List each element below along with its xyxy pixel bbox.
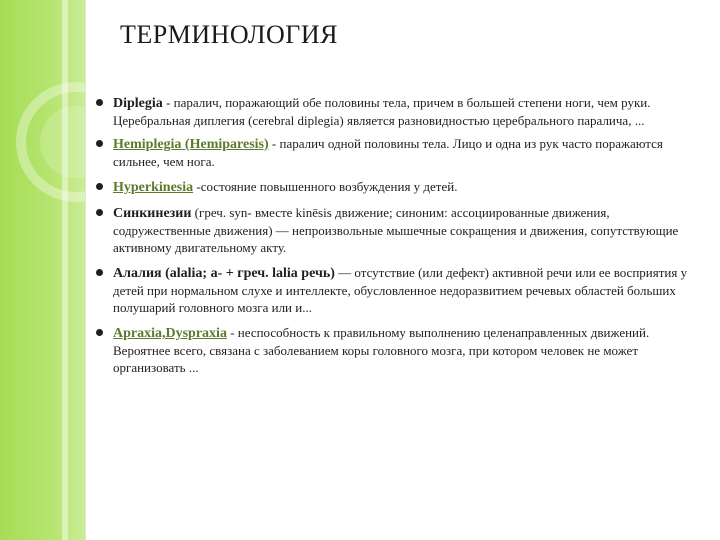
list-item bbox=[94, 324, 694, 376]
term-definition: — отсутствие (или дефект) активной речи или ее восприятия у детей при нормальном слухе и интеллекте, обусловленное недоразвитием речевых областей больших полушарий головного мозга или и... bbox=[113, 265, 688, 315]
term-list bbox=[94, 94, 694, 376]
bullet-icon bbox=[96, 329, 103, 336]
term-label: Синкинезии bbox=[113, 206, 192, 221]
term-label: Diplegia bbox=[113, 96, 163, 111]
bullet-icon bbox=[96, 140, 103, 147]
term-definition: -состояние повышенного возбуждения у детей. bbox=[196, 179, 458, 194]
list-item bbox=[94, 178, 694, 196]
slide-title: ТЕРМИНОЛОГИЯ bbox=[120, 20, 338, 49]
term-definition: (греч. syn- вместе kinēsis движение; синоним: ассоциированные движения, содружественные движения) — непроизвольные мышечные сокращения и движения, сопутствующие активному двигательному акту. bbox=[113, 205, 679, 255]
term-definition: паралич, поражающий обе половины тела, причем в большей степени ноги, чем руки. Церебральная диплегия (cerebral diplegia) является разновидностью церебрального паралича, ... bbox=[113, 95, 651, 128]
list-item bbox=[94, 204, 694, 256]
bullet-icon bbox=[96, 99, 103, 106]
term-definition: - неспособность к правильному выполнению целенаправленных движений. Вероятнее всего, связана с заболеванием коры головного мозга, при котором человек не может организовать ... bbox=[113, 325, 650, 375]
term-link[interactable]: Apraxia,Dyspraxia bbox=[113, 326, 227, 341]
bullet-icon bbox=[96, 209, 103, 216]
list-item bbox=[94, 94, 694, 129]
bullet-icon bbox=[96, 269, 103, 276]
term-definition: - паралич одной половины тела. Лицо и одна из рук часто поражаются сильнее, чем нога. bbox=[113, 136, 663, 169]
bullet-icon bbox=[96, 183, 103, 190]
term-link[interactable]: Hemiplegia (Hemiparesis) bbox=[113, 137, 269, 152]
list-item bbox=[94, 264, 694, 316]
term-label: Алалия (alalia; а- + греч. lalia речь) bbox=[113, 266, 335, 281]
term-link[interactable]: Hyperkinesia bbox=[113, 180, 194, 195]
term-separator: - bbox=[162, 95, 174, 110]
list-item bbox=[94, 135, 694, 170]
decorative-stripe bbox=[62, 0, 68, 540]
